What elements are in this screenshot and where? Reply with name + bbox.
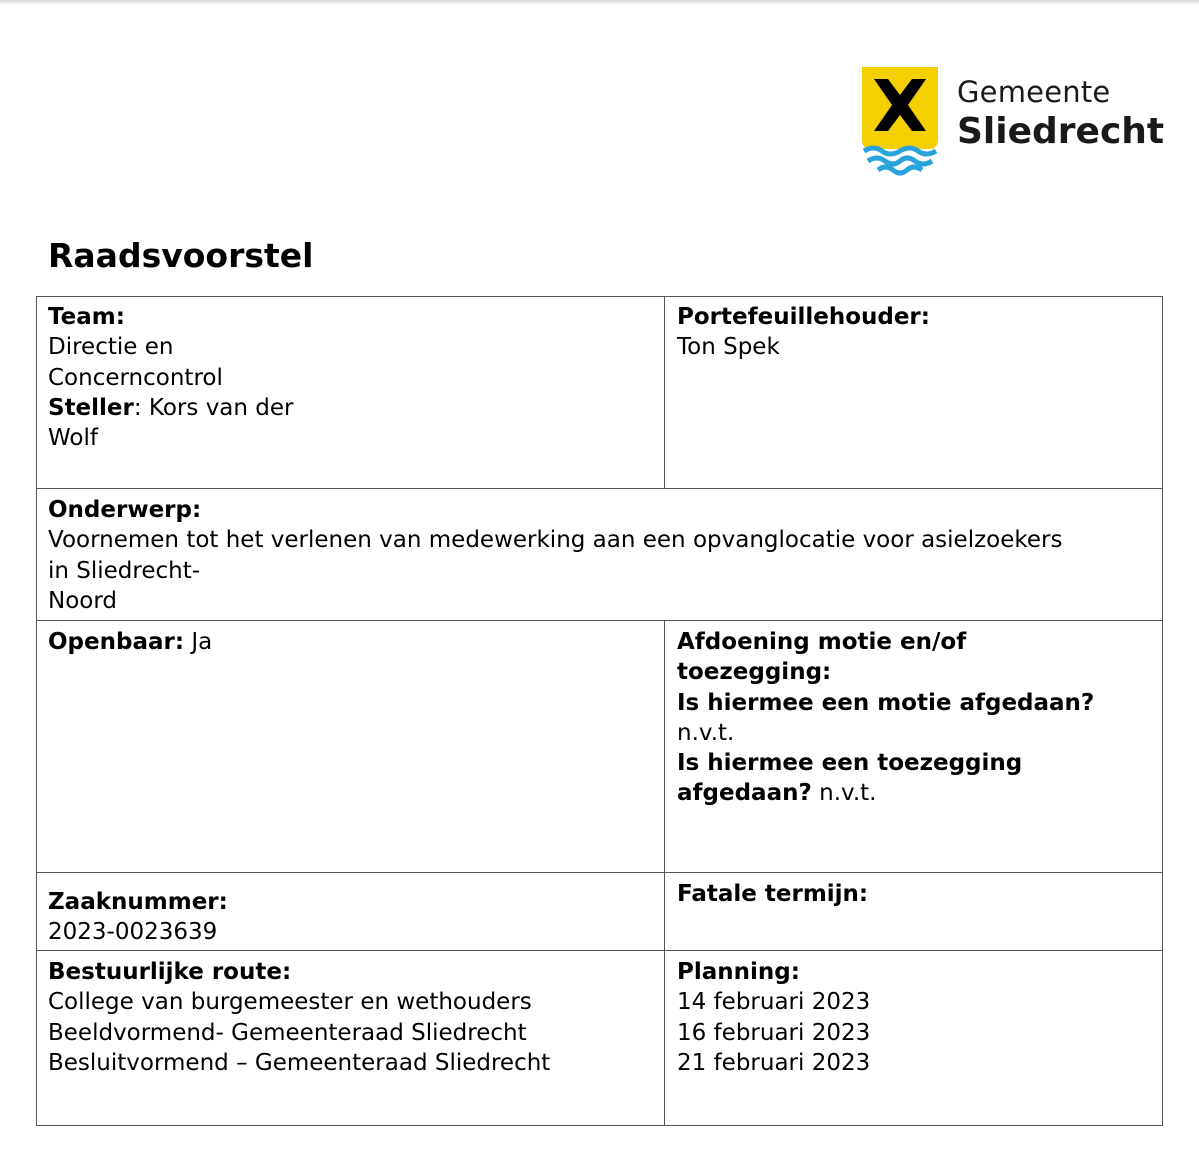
toezegging-answer: n.v.t. xyxy=(811,780,877,807)
route-label: Bestuurlijke route: xyxy=(48,959,292,985)
planning-label: Planning: xyxy=(677,959,800,985)
fatale-termijn-cell xyxy=(665,873,1163,951)
document-title: Raadsvoorstel xyxy=(48,236,314,275)
planning-date: 14 februari 2023 xyxy=(677,989,871,1016)
proposal-info-table xyxy=(36,296,1163,1126)
toezegging-question: afgedaan? xyxy=(677,780,812,807)
planning-date: 21 februari 2023 xyxy=(677,1049,871,1076)
zaaknummer-cell xyxy=(36,873,665,951)
fatale-termijn-label: Fatale termijn: xyxy=(677,881,869,907)
zaaknummer-label: Zaaknummer: xyxy=(48,889,228,915)
planning-cell xyxy=(665,951,1163,1126)
municipality-logo xyxy=(862,67,1165,179)
logo-text-sliedrecht: Sliedrecht xyxy=(957,111,1165,152)
team-value-line: Concerncontrol xyxy=(48,364,223,391)
route-item: Beeldvormend- Gemeenteraad Sliedrecht xyxy=(48,1019,527,1046)
motie-answer: n.v.t. xyxy=(677,719,735,746)
portefeuillehouder-label: Portefeuillehouder: xyxy=(677,304,930,330)
portefeuillehouder-cell xyxy=(665,296,1163,489)
portefeuillehouder-value: Ton Spek xyxy=(677,334,780,361)
sliedrecht-coat-of-arms-icon xyxy=(862,67,938,177)
planning-date: 16 februari 2023 xyxy=(677,1019,871,1046)
steller-value-line: Wolf xyxy=(48,425,98,452)
openbaar-value: Ja xyxy=(184,629,213,655)
logo-text-gemeente: Gemeente xyxy=(957,75,1111,109)
team-value-line: Directie en xyxy=(48,334,174,361)
onderwerp-value-line: Noord xyxy=(48,587,117,614)
onderwerp-label: Onderwerp: xyxy=(48,497,202,523)
openbaar-cell xyxy=(36,621,665,873)
zaaknummer-value: 2023-0023639 xyxy=(48,919,218,946)
steller-value: : Kors van der xyxy=(133,394,294,421)
afdoening-label: toezegging: xyxy=(677,659,832,686)
route-item: College van burgemeester en wethouders xyxy=(48,989,532,1016)
bestuurlijke-route-cell xyxy=(36,951,665,1126)
onderwerp-cell xyxy=(36,489,1163,621)
toezegging-question: Is hiermee een toezegging xyxy=(677,750,1023,777)
onderwerp-value-line: in Sliedrecht- xyxy=(48,557,201,584)
page-top-edge xyxy=(0,0,1199,5)
motie-question: Is hiermee een motie afgedaan? xyxy=(677,689,1095,716)
steller-label: Steller xyxy=(48,394,134,421)
team-label: Team: xyxy=(48,304,125,330)
afdoening-cell xyxy=(665,621,1163,873)
onderwerp-value-line: Voornemen tot het verlenen van medewerking aan een opvanglocatie voor asielzoekers xyxy=(48,527,1063,554)
team-cell xyxy=(36,296,665,489)
afdoening-label: Afdoening motie en/of xyxy=(677,629,967,655)
openbaar-label: Openbaar: xyxy=(48,629,185,655)
route-item: Besluitvormend – Gemeenteraad Sliedrecht xyxy=(48,1049,551,1076)
